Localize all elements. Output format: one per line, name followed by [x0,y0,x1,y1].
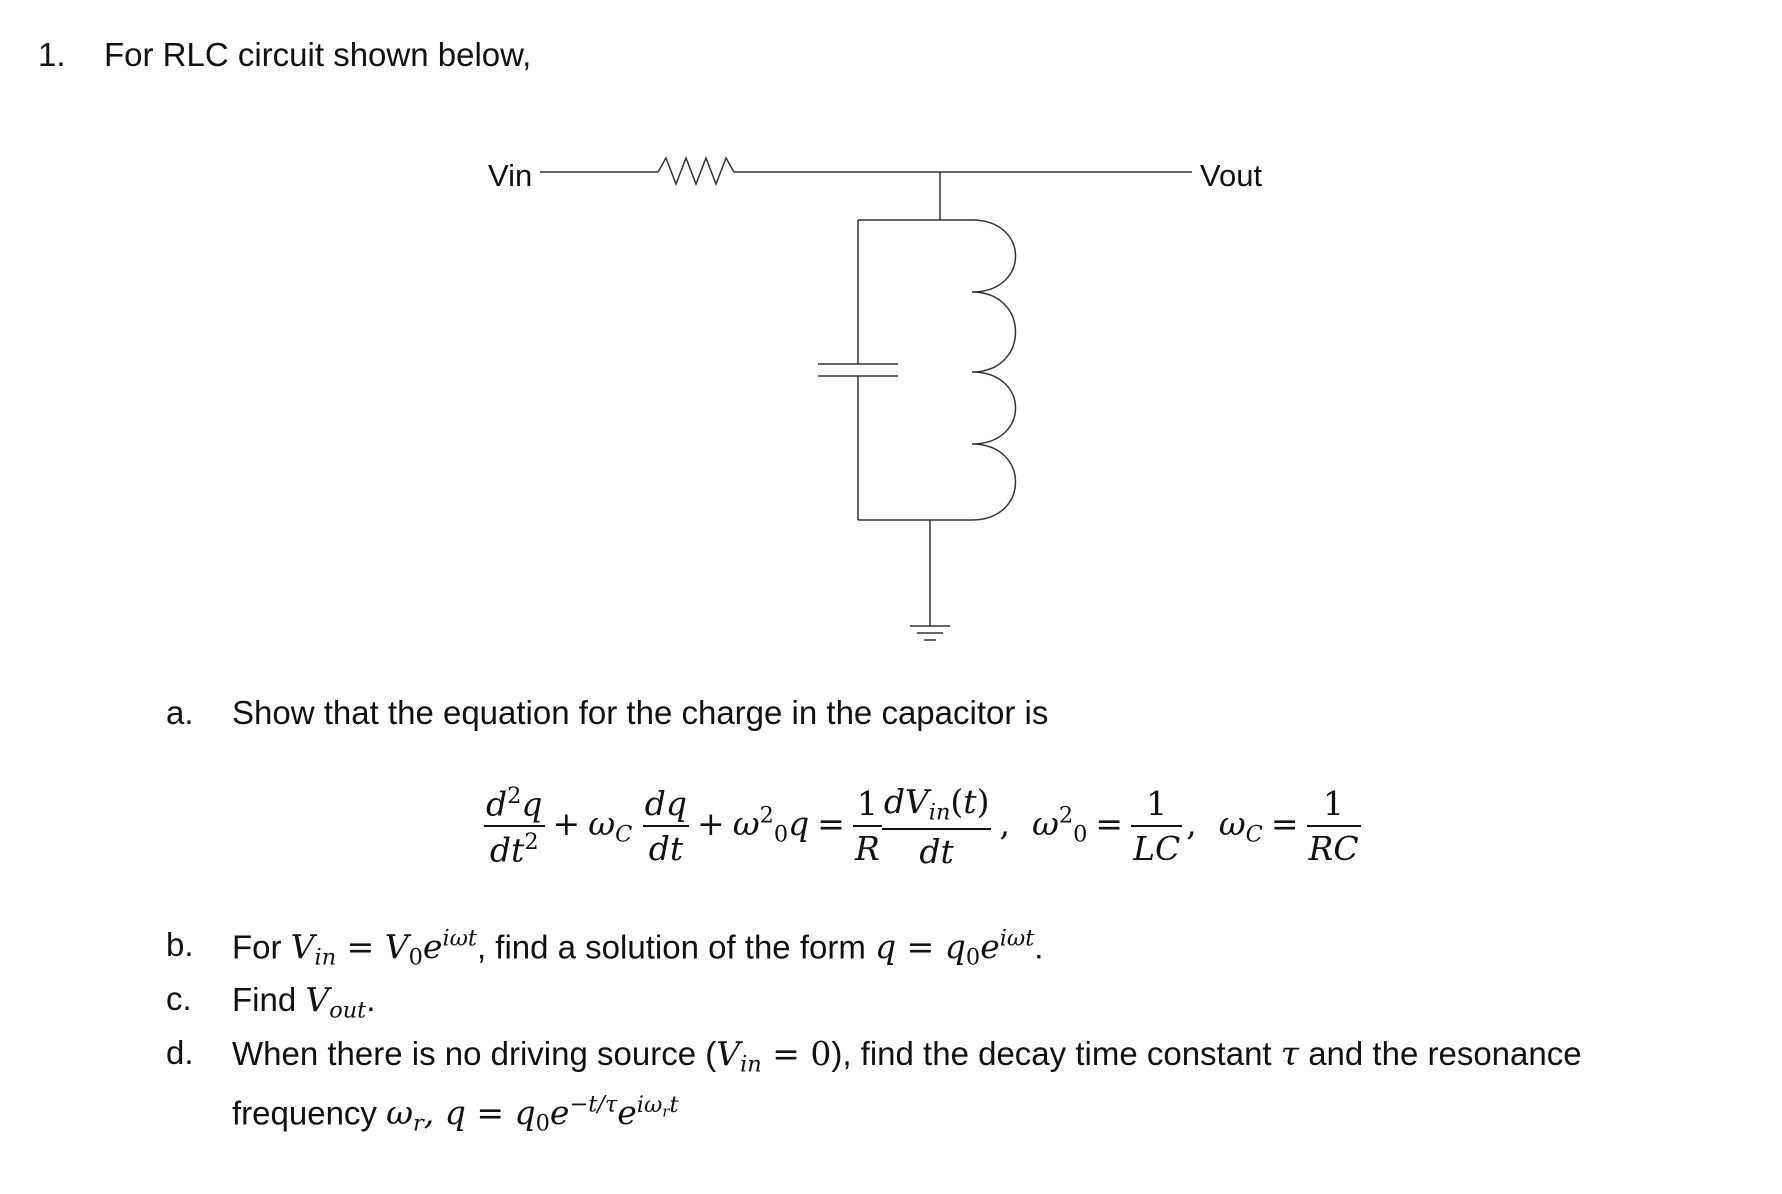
second-derivative-fraction: $\frac{d^2q}{dt^2}$ [486,783,543,870]
decay-solution-form: $\omega_r$, $q = q_0e^{-t/\tau}e^{i\omega_rt}$ [386,1092,679,1138]
part-d-line2: frequency $\omega_r$, $q = q_0e^{-t/\tau}e^{i\omega_rt}$ [232,1092,679,1138]
vin-zero-expression: $V_{in} = 0$ [716,1034,832,1078]
ground-symbol [910,626,950,640]
charge-equation: $\frac{d^2q}{dt^2}$ + $\omega_C$ $\frac{dq}{dt}$ + $\omega^2_0q$ = $\frac{1}{R}$ $\frac{dV_{in}(t)}{dt}$ , $\omega^2_0$ = $\frac{1}{LC}$ , $\omega_C$ = $\frac{1}{RC}$ [486,782,1359,871]
q-solution-form: $q = q_0e^{i\omega t}$ [875,926,1035,972]
one-over-lc-fraction: $\frac{1}{LC}$ [1133,784,1181,869]
part-a-text: Show that the equation for the charge in the capacitor is [232,694,1049,731]
part-c-text: Find $V_{out}$. [232,980,376,1024]
first-derivative-fraction: $\frac{dq}{dt}$ [644,784,688,869]
one-over-rc-fraction: $\frac{1}{RC}$ [1308,784,1359,869]
part-d-line1: When there is no driving source $(V_{in} = 0)$, find the decay time constant τ and the resonance [232,1034,1582,1078]
omega-zero-squared-definition: $\omega^2_0$ [1031,803,1088,849]
omega-zero-squared-q: $\omega^2_0q$ [732,803,810,849]
omega-c-coefficient: $\omega_C$ [588,804,633,849]
vout-label: Vout [1200,158,1263,193]
vout-symbol: $V_{out}$ [305,980,367,1024]
omega-c-definition: $\omega_C$ [1218,804,1263,849]
inductor-coil [972,220,1016,520]
problem-intro: For RLC circuit shown below, [104,36,532,73]
part-b-text: For $V_{in} = V_0e^{i\omega t}$, find a solution of the form $q = q_0e^{i\omega t}$. [232,926,1044,972]
part-b-marker: b. [166,926,194,963]
vin-label: Vin [488,158,533,193]
tau-symbol: τ [1280,1034,1300,1073]
one-over-r-fraction: $\frac{1}{R}$ [854,784,880,869]
part-a-marker: a. [166,694,194,731]
problem-number: 1. [38,36,66,73]
dvin-dt-fraction: $\frac{dV_{in}(t)}{dt}$ [883,782,990,871]
part-d-marker: d. [166,1034,194,1071]
part-c-marker: c. [166,980,192,1017]
vin-expression: $V_{in} = V_0e^{i\omega t}$ [290,926,477,972]
resistor-symbol [658,158,734,184]
